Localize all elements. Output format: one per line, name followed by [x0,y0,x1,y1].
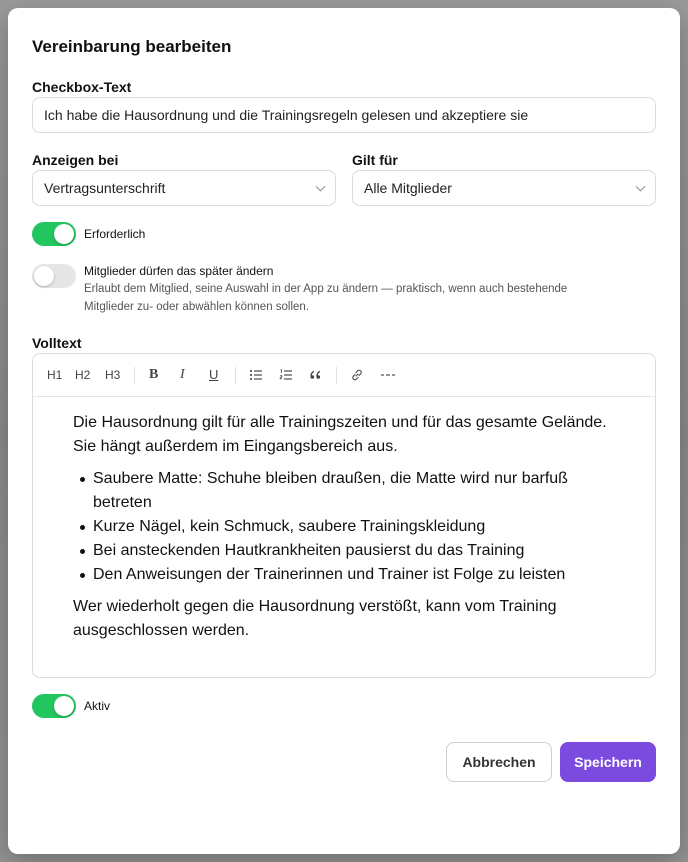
show-at-label: Anzeigen bei [32,152,119,168]
applies-to-label: Gilt für [352,152,398,168]
list-item: Den Anweisungen der Trainerinnen und Trainer ist Folge zu leisten [93,563,643,587]
list-item: Bei ansteckenden Hautkrankheiten pausierst du das Training [93,539,643,563]
toolbar-divider [235,367,236,384]
active-toggle[interactable] [32,694,76,718]
italic-button[interactable]: I [180,367,185,382]
checkbox-text-value: Ich habe die Hausordnung und die Trainingsregeln gelesen und akzeptiere sie [44,107,529,123]
members-may-change-toggle[interactable] [32,264,76,288]
intro-line: Sie hängt außerdem im Eingangsbereich aus. [73,438,398,455]
cancel-button[interactable]: Abbrechen [446,742,552,782]
rich-text-editor[interactable] [32,353,656,678]
numbered-list-icon[interactable] [279,368,293,385]
applies-to-value: Alle Mitglieder [364,180,452,196]
toggle-knob [34,266,54,286]
editor-toolbar [33,354,655,397]
dialog-title: Vereinbarung bearbeiten [32,37,232,56]
toolbar-divider [134,367,135,384]
toggle-knob [54,224,74,244]
required-toggle-label: Erforderlich [84,227,146,241]
chevron-down-icon [636,182,646,192]
list-item [93,467,643,515]
checkbox-text-label: Checkbox-Text [32,79,132,95]
members-may-change-label: Mitglieder dürfen das später ändern [84,264,274,278]
edit-agreement-dialog [8,8,680,854]
intro-paragraph [73,411,643,459]
rules-list [93,467,643,587]
bold-button[interactable]: B [149,367,159,382]
chevron-down-icon [316,182,326,192]
show-at-select[interactable] [32,170,336,206]
underline-button[interactable]: U [209,367,219,382]
members-may-change-description-2: Mitglieder zu- oder abwählen können sollen. [84,301,310,313]
editor-content[interactable] [73,411,643,651]
active-toggle-label: Aktiv [84,699,111,713]
show-at-value: Vertragsunterschrift [44,180,166,196]
list-item: Kurze Nägel, kein Schmuck, saubere Trainingskleidung [93,515,643,539]
bullet-list-icon[interactable] [249,368,263,385]
heading3-button[interactable]: H3 [105,368,121,382]
toggle-knob [54,696,74,716]
applies-to-select[interactable] [352,170,656,206]
outro-line: ausgeschlossen werden. [73,622,250,639]
outro-line: Wer wiederholt gegen die Hausordnung verstößt, kann vom Training [73,598,557,615]
link-icon[interactable] [350,368,364,385]
list-item-text: Saubere Matte: Schuhe bleiben draußen, die Matte wird nur barfuß [93,470,568,487]
intro-line: Die Hausordnung gilt für alle Trainingszeiten und für das gesamte Gelände. [73,414,607,431]
fulltext-label: Volltext [32,335,82,351]
heading2-button[interactable]: H2 [75,368,91,382]
toolbar-divider [336,367,337,384]
checkbox-text-input[interactable] [32,97,656,133]
horizontal-rule-icon[interactable] [380,368,396,385]
list-item-text: betreten [93,494,152,511]
required-toggle[interactable] [32,222,76,246]
outro-paragraph [73,595,643,643]
members-may-change-description-1: Erlaubt dem Mitglied, seine Auswahl in der App zu ändern — praktisch, wenn auch bestehende [84,283,568,295]
save-button[interactable]: Speichern [560,742,656,782]
heading1-button[interactable]: H1 [47,368,63,382]
quote-icon[interactable] [309,368,323,385]
